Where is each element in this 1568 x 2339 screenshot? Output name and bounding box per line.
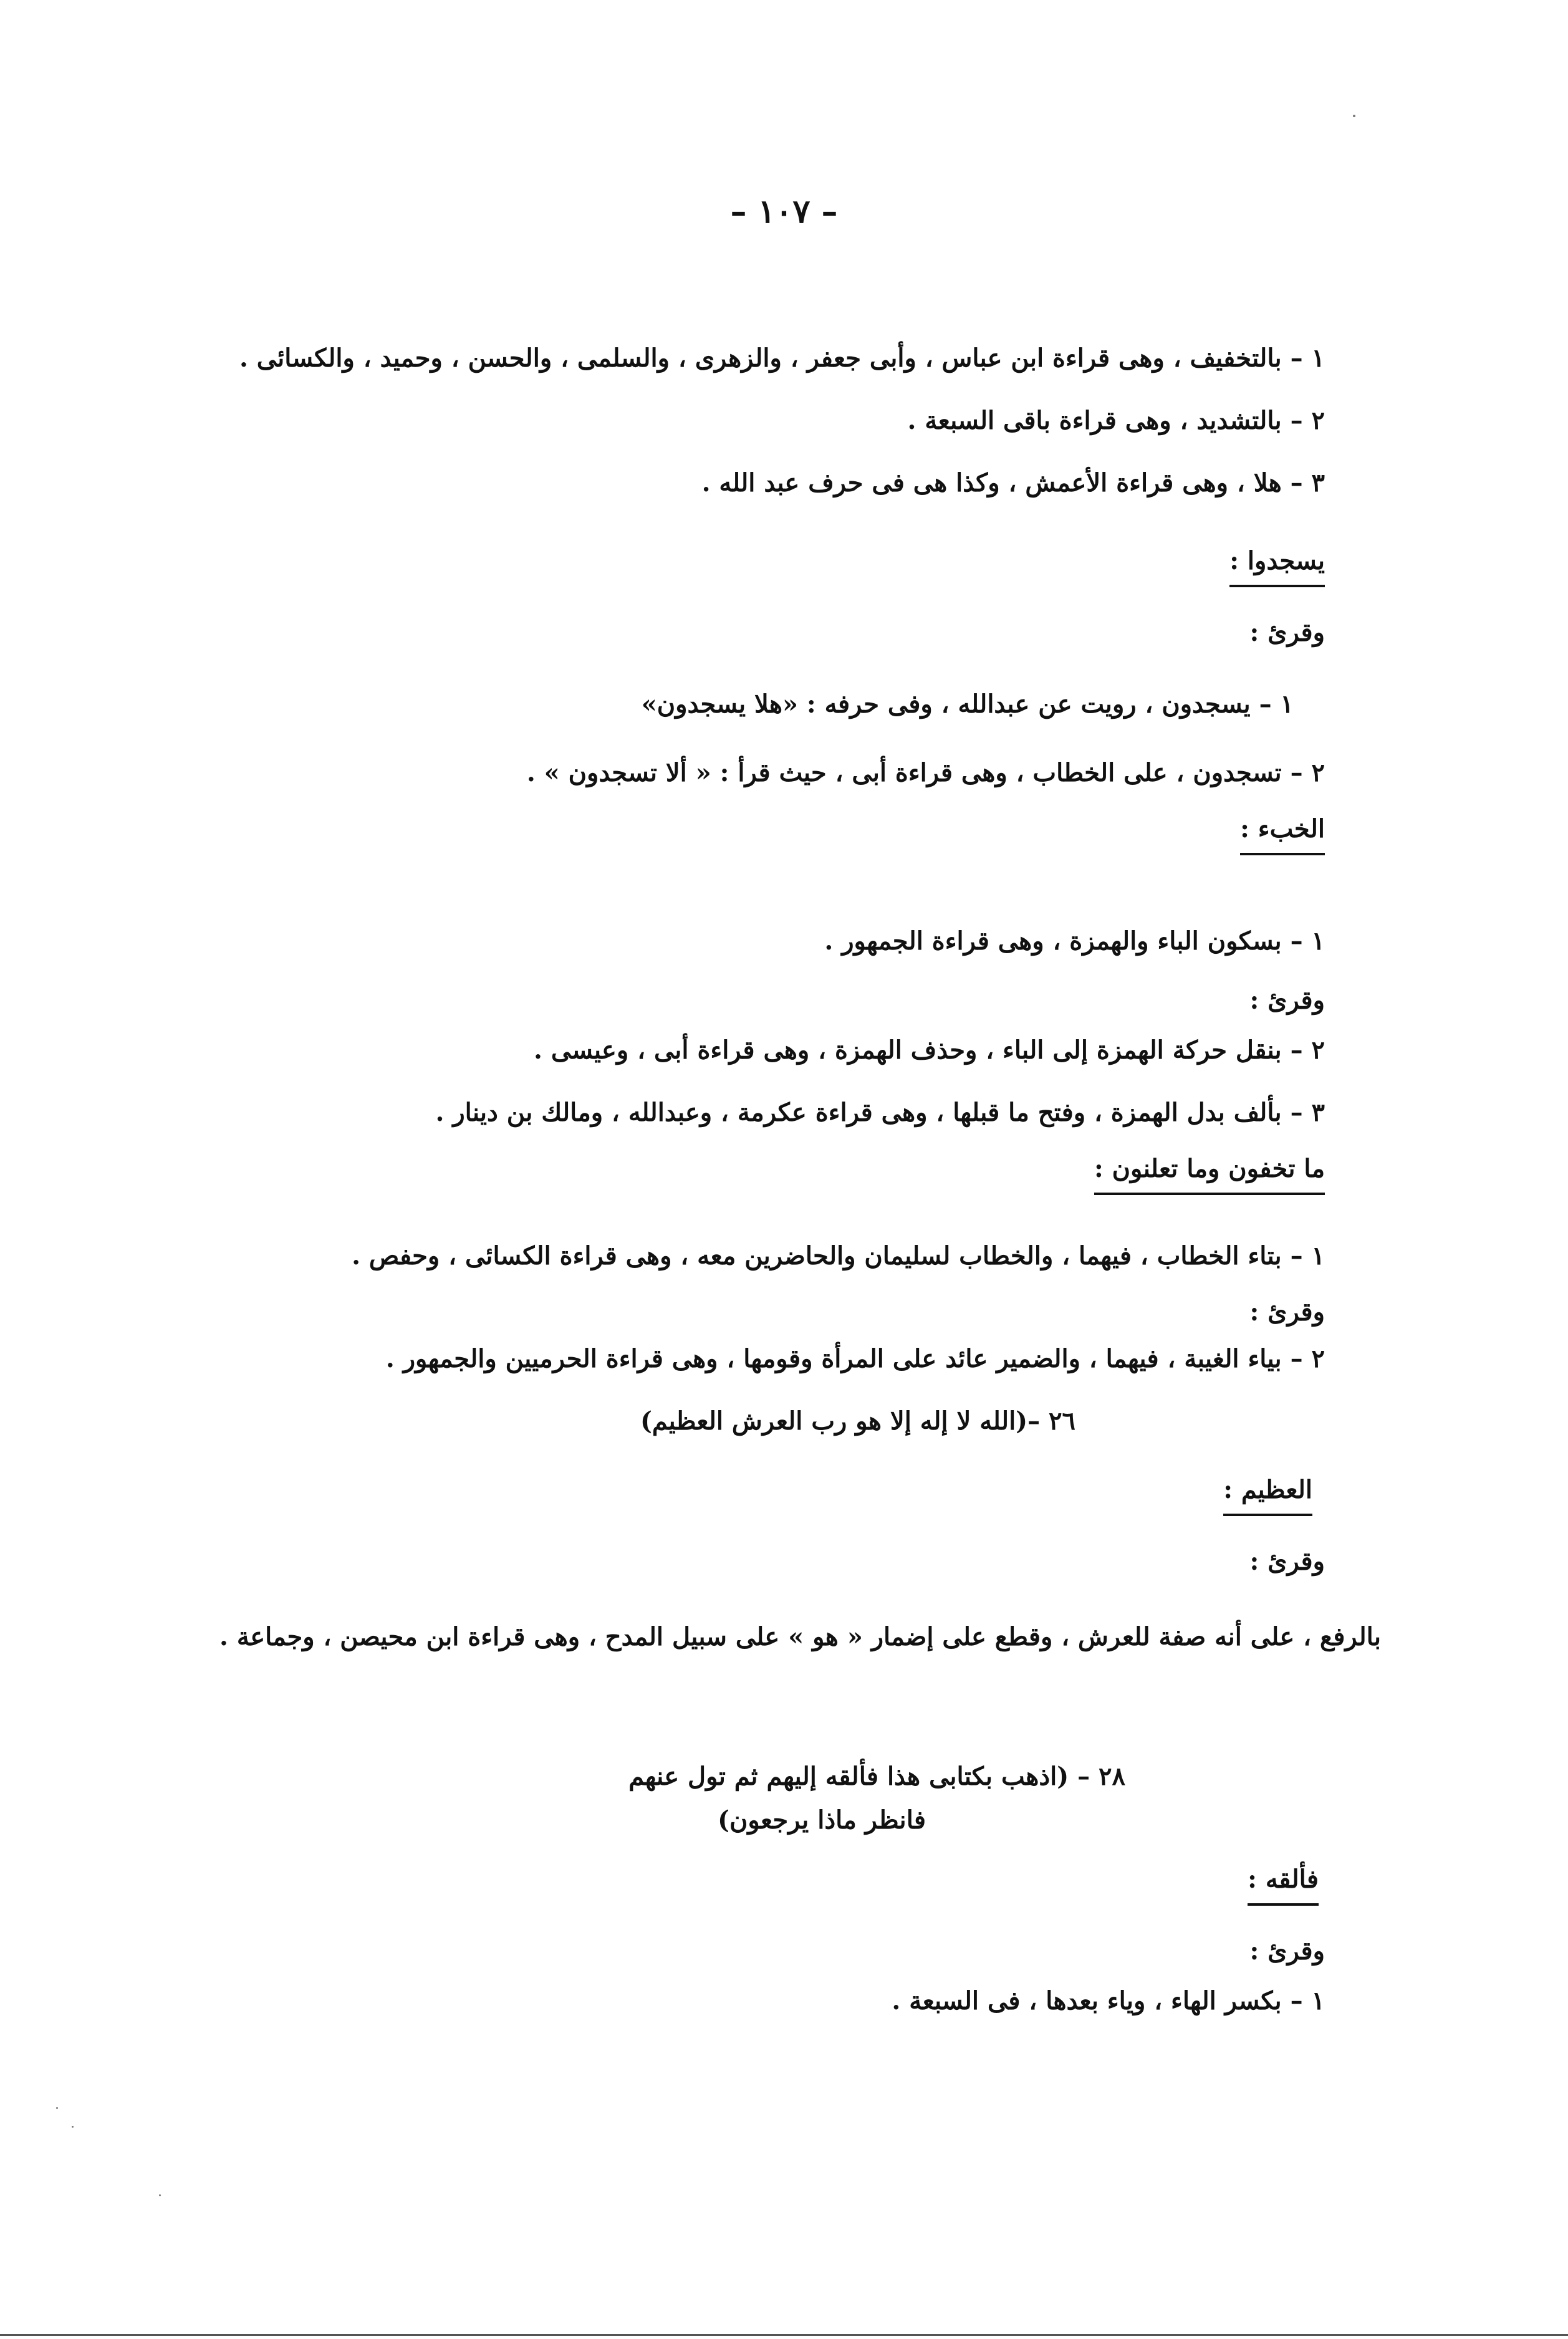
scan-speck — [72, 2126, 74, 2128]
section-heading-alazim — [1223, 1471, 1312, 1516]
scan-speck — [1353, 115, 1355, 117]
qurie-label: وقرئ : — [1249, 618, 1325, 647]
reading-item-6: ١ – بسكون الباء والهمزة ، وهى قراءة الجمهور . — [824, 926, 1325, 956]
section-heading-faalqih — [1248, 1861, 1319, 1906]
verse-28-line-2: فانظر ماذا يرجعون) — [718, 1805, 926, 1835]
scan-speck — [159, 2194, 161, 2196]
bottom-edge-rule — [0, 2334, 1568, 2336]
paragraph-alazim: بالرفع ، على أنه صفة للعرش ، وقطع على إضمار « هو » على سبيل المدح ، وهى قراءة ابن محيصن ، وجماعة . — [219, 1622, 1381, 1651]
heading-text: العظيم : — [1223, 1471, 1312, 1516]
reading-item-10: ٢ – بياء الغيبة ، فيهما ، والضمير عائد على المرأة وقومها ، وهى قراءة الحرميين والجمهور . — [385, 1344, 1325, 1373]
section-heading-yasjudu — [1229, 542, 1325, 587]
qurie-label: وقرئ : — [1249, 1547, 1325, 1576]
heading-text: ما تخفون وما تعلنون : — [1094, 1150, 1325, 1195]
scan-speck — [56, 2107, 58, 2109]
section-heading-tukhfun — [1094, 1150, 1325, 1195]
reading-item-1: ١ – بالتخفيف ، وهى قراءة ابن عباس ، وأبى جعفر ، والزهرى ، والسلمى ، والحسن ، وحميد ، والكسائى . — [239, 343, 1325, 373]
reading-item-11: ١ – بكسر الهاء ، وياء بعدها ، فى السبعة . — [892, 1986, 1325, 2015]
qurie-label: وقرئ : — [1249, 1936, 1325, 1966]
reading-item-3: ٣ – هلا ، وهى قراءة الأعمش ، وكذا هى فى حرف عبد الله . — [701, 468, 1325, 497]
reading-item-9: ١ – بتاء الخطاب ، فيهما ، والخطاب لسليمان والحاضرين معه ، وهى قراءة الكسائى ، وحفص . — [352, 1241, 1325, 1270]
reading-item-7: ٢ – بنقل حركة الهمزة إلى الباء ، وحذف الهمزة ، وهى قراءة أبى ، وعيسى . — [534, 1035, 1325, 1065]
heading-text: يسجدوا : — [1229, 542, 1325, 587]
verse-26: ٢٦ –(الله لا إله إلا هو رب العرش العظيم) — [640, 1406, 1075, 1436]
heading-text: الخبء : — [1240, 810, 1325, 855]
reading-item-2: ٢ – بالتشديد ، وهى قراءة باقى السبعة . — [907, 406, 1325, 435]
qurie-label: وقرئ : — [1249, 1297, 1325, 1327]
verse-28-line-1: ٢٨ – (اذهب بكتابى هذا فألقه إليهم ثم تول عنهم — [628, 1762, 1125, 1791]
heading-text: فألقه : — [1248, 1861, 1319, 1906]
page-number: – ١٠٧ – — [730, 193, 838, 231]
reading-item-4: ١ – يسجدون ، رويت عن عبدالله ، وفى حرفه : «هلا يسجدون» — [641, 689, 1294, 719]
section-heading-alkhab — [1240, 810, 1325, 855]
reading-item-8: ٣ – بألف بدل الهمزة ، وفتح ما قبلها ، وهى قراءة عكرمة ، وعبدالله ، ومالك بن دينار . — [435, 1098, 1325, 1127]
reading-item-5: ٢ – تسجدون ، على الخطاب ، وهى قراءة أبى ، حيث قرأ : « ألا تسجدون » . — [526, 758, 1325, 787]
qurie-label: وقرئ : — [1249, 986, 1325, 1015]
